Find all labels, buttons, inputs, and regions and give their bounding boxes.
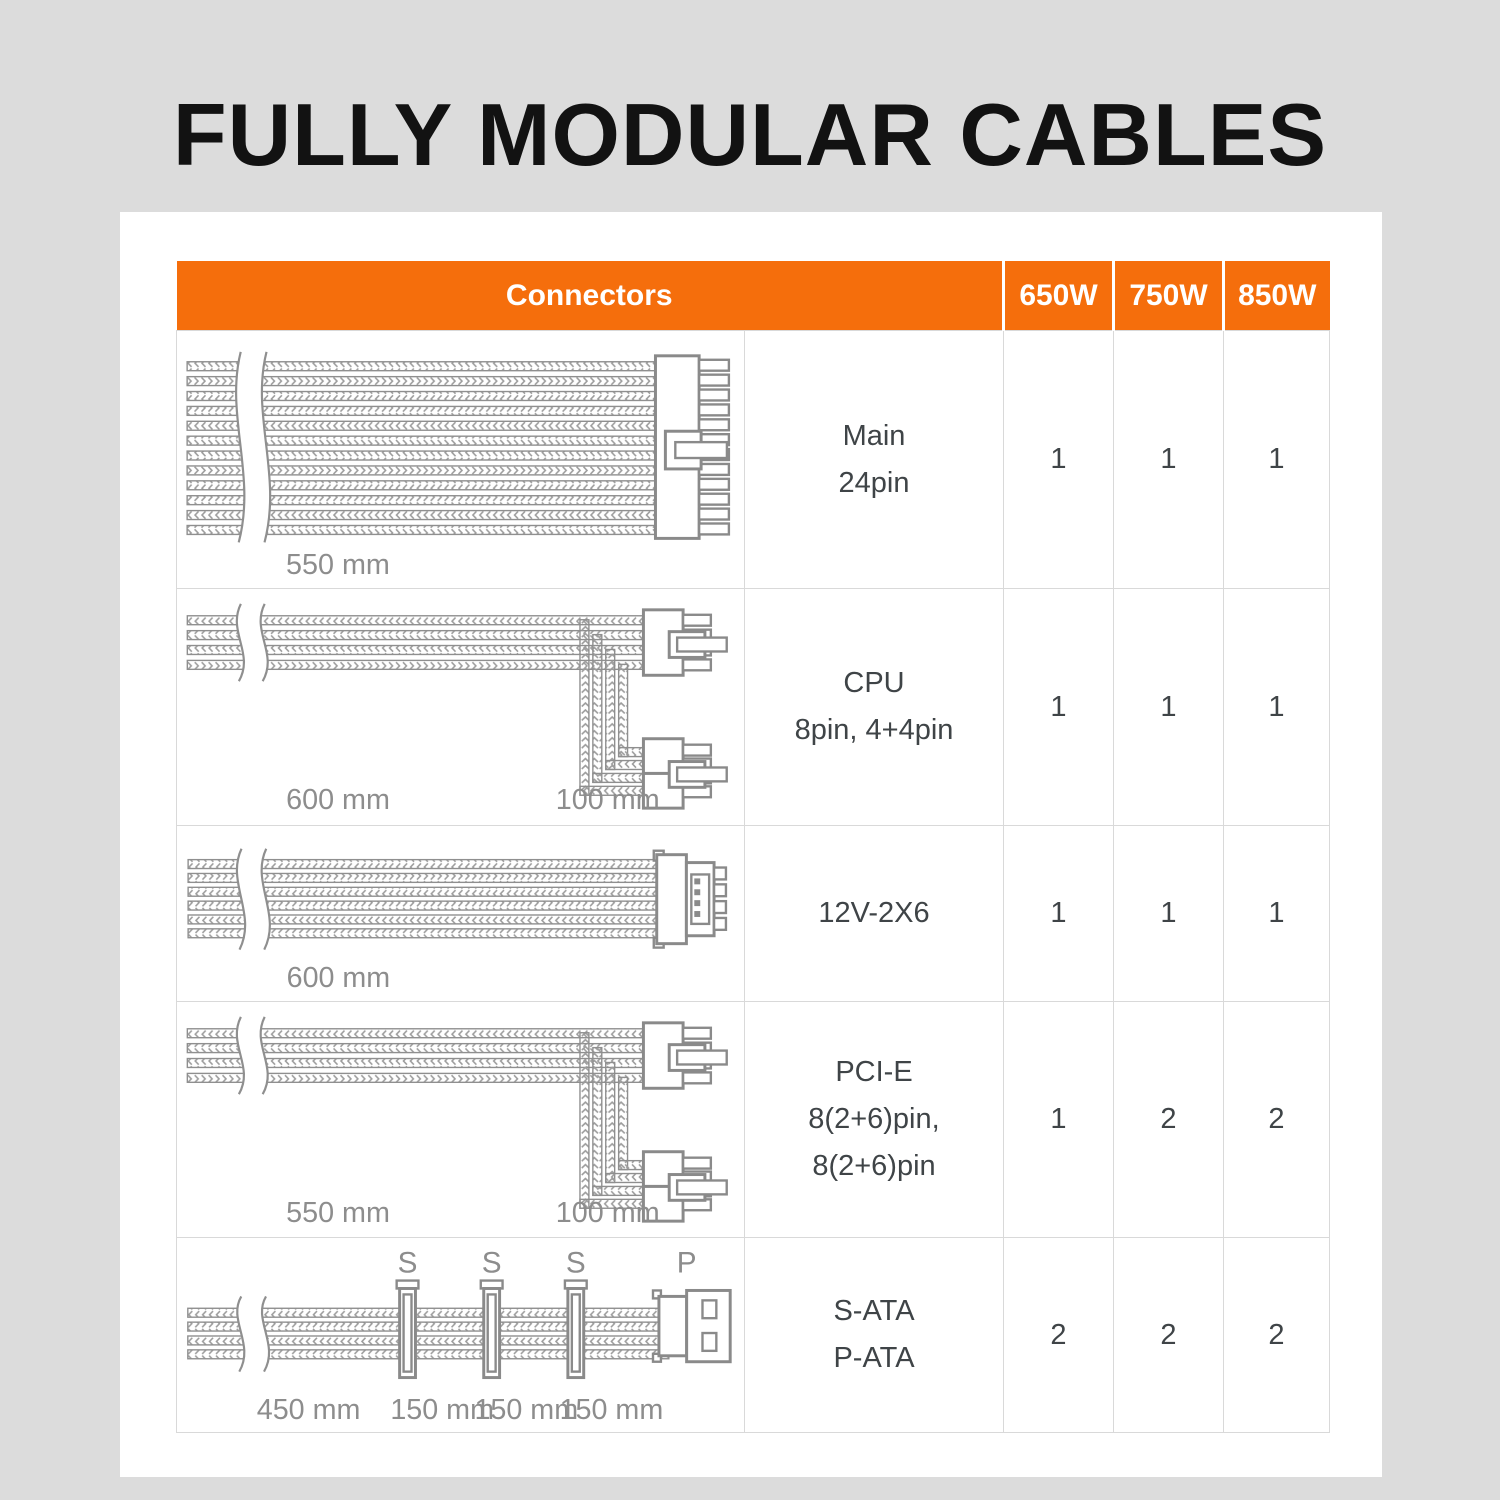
pata-marker-label: P [676, 1246, 697, 1280]
count-650w-cell: 1 [1004, 589, 1114, 826]
connector-name-line2: P-ATA [833, 1342, 915, 1374]
connector-name-cell [745, 1002, 1004, 1238]
count-850w-cell: 1 [1224, 589, 1330, 826]
length-label: 150 mm [390, 1393, 494, 1426]
cable-illustration-12v-2x6 [177, 827, 742, 1001]
count-850w-cell: 2 [1224, 1238, 1330, 1433]
length-label: 150 mm [474, 1393, 579, 1426]
sata-marker-label: S [397, 1246, 418, 1280]
connector-name-cell [745, 589, 1004, 826]
count-650w-cell: 1 [1004, 1002, 1114, 1238]
connector-name-line1: CPU [843, 667, 905, 700]
sata-marker-label: S [565, 1246, 586, 1280]
count-750w-cell: 1 [1114, 589, 1224, 826]
length-label: 450 mm [256, 1393, 361, 1426]
table-row-pcie [177, 1002, 1330, 1238]
connector-name-line1: S-ATA [833, 1295, 915, 1328]
page-title: FULLY MODULAR CABLES [172, 85, 1328, 184]
table-header-row [177, 261, 1330, 331]
header-850w: 850W [1224, 261, 1330, 331]
count-850w-cell: 1 [1224, 826, 1330, 1002]
atx-24pin-connector-drawing [655, 355, 728, 538]
sata-connector-drawing-2 [481, 1280, 503, 1377]
header-750w: 750W [1114, 261, 1224, 331]
sata-marker-label: S [481, 1246, 502, 1280]
cable-illustration-main-24pin [177, 332, 742, 588]
table-row-12v-2x6 [177, 826, 1330, 1002]
main-24pin-illustration-cell [177, 331, 745, 589]
12v-2x6-illustration-cell [177, 826, 745, 1002]
connector-name-line1: PCI-E [835, 1056, 913, 1089]
length-label: 550 mm [286, 1196, 390, 1229]
table-row-cpu [177, 589, 1330, 826]
count-850w-cell: 2 [1224, 1002, 1330, 1238]
count-650w-cell: 1 [1004, 331, 1114, 589]
connector-name-line1: Main [842, 419, 906, 452]
length-label: 600 mm [286, 961, 391, 994]
length-label: 100 mm [555, 1196, 660, 1229]
spec-card [120, 212, 1382, 1477]
header-650w: 650W [1004, 261, 1114, 331]
connector-name-cell [745, 826, 1004, 1002]
connector-name-cell [745, 331, 1004, 589]
count-750w-cell: 1 [1114, 331, 1224, 589]
cpu-illustration-cell [177, 589, 745, 826]
length-label: 600 mm [286, 783, 390, 816]
pcie-illustration-cell [177, 1002, 745, 1238]
length-label: 150 mm [559, 1393, 664, 1426]
count-650w-cell: 1 [1004, 826, 1114, 1002]
cable-illustration-sata [177, 1239, 742, 1432]
connector-name-line2: 24pin [838, 466, 910, 499]
pata-connector-drawing [653, 1290, 730, 1361]
cables-spec-table [176, 261, 1330, 1433]
count-650w-cell: 2 [1004, 1238, 1114, 1433]
table-row-main-24pin [177, 331, 1330, 589]
table-row-sata-pata [177, 1238, 1330, 1433]
count-850w-cell: 1 [1224, 331, 1330, 589]
count-750w-cell: 1 [1114, 826, 1224, 1002]
length-label: 550 mm [285, 548, 390, 581]
12v-2x6-connector-drawing [654, 850, 726, 947]
sata-connector-drawing-3 [565, 1280, 587, 1377]
cable-illustration-pcie [177, 1003, 742, 1237]
pcie-8pin-connector-drawing-top [643, 1022, 726, 1087]
connector-name-line1: 12V-2X6 [818, 897, 930, 930]
header-connectors: Connectors [177, 261, 1004, 331]
sata-illustration-cell [177, 1238, 745, 1433]
cpu-8pin-connector-drawing [643, 609, 726, 674]
count-750w-cell: 2 [1114, 1002, 1224, 1238]
sata-connector-drawing-1 [397, 1280, 419, 1377]
cable-illustration-cpu [177, 590, 742, 825]
count-750w-cell: 2 [1114, 1238, 1224, 1433]
length-label: 100 mm [555, 783, 660, 816]
connector-name-line2: 8pin, 4+4pin [794, 714, 954, 746]
connector-name-cell [745, 1238, 1004, 1433]
connector-name-line2: 8(2+6)pin, 8(2+6)pin [808, 1103, 940, 1182]
